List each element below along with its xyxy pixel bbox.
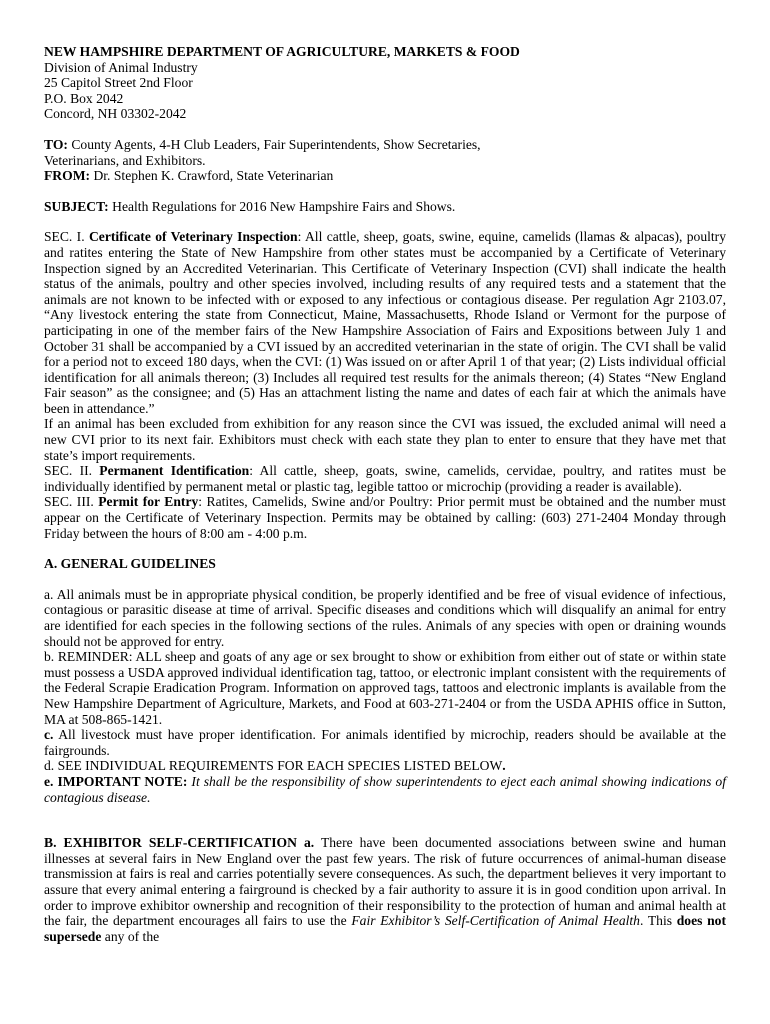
section-2 [44,463,726,494]
section-3-body: : Ratites, Camelids, Swine and/or Poultry: Prior permit must be obtained and the number must appear on the Certificate of Veterinary Inspection. Permits may be obtained by calling: (603) 271-2404 Monday through Friday between the hours of 8:00 am - 4:00 p.m. [44,494,726,541]
sections [44,229,726,541]
city-zip: Concord, NH 03302-2042 [44,106,187,122]
to-line [44,137,544,168]
guideline-d-text: d. SEE INDIVIDUAL REQUIREMENTS FOR EACH SPECIES LISTED BELOW [44,758,503,774]
exhibitor-body-3: any of the [101,928,160,944]
guideline-b: b. REMINDER: ALL sheep and goats of any age or sex brought to show or exhibition from either out of state or within state must possess a USDA approved individual identification tag, tattoo, or electronic implant consistent with the requirements of the Federal Scrapie Eradication Program. Information on approved tags, tattoos and electronic implants is available from the New Hampshire Department of Agriculture, Markets, and Food at 603-271-2404 or from the USDA APHIS office in Sutton, MA at 508-865-1421. [44,649,726,727]
letterhead [44,44,726,122]
org-name: NEW HAMPSHIRE DEPARTMENT OF AGRICULTURE, MARKETS & FOOD [44,44,520,59]
street-address: 25 Capitol Street 2nd Floor [44,75,193,91]
guideline-d [44,758,726,774]
exhibitor-body-1: There have been documented associations between swine and human illnesses at several fairs in New England over the past few years. The risk of future occurrences of animal-human disease transmission at fairs is real and carries potentially severe consequences. As such, the department believes it very important to assure that every animal entering a fairground is checked by a fair authority to assure it is in good condition upon arrival. In order to improve exhibitor ownership and recognition of their responsibility to the protection of human and animal health at the fair, the department encourages all fairs to use the [44,835,726,929]
guideline-e [44,774,726,805]
general-guidelines-heading-wrap [44,556,726,572]
from-text: Dr. Stephen K. Crawford, State Veterinarian [93,168,334,184]
section-2-title: Permanent Identification [99,463,250,479]
exhibitor-heading: B. EXHIBITOR SELF-CERTIFICATION a. [44,835,315,851]
general-guidelines [44,587,726,805]
exhibitor-body-2: . This [639,913,677,929]
guideline-a: a. All animals must be in appropriate physical condition, be properly identified and be free of visual evidence of infectious, contagious or parasitic disease at time of arrival. Specific diseases and conditions which will disqualify an animal for entry are identified for each species in the following sections of the rules. Animals of any species with open or draining wounds should not be approved for entry. [44,586,726,649]
from-label: FROM: [44,168,91,184]
section-2-body: : All cattle, sheep, goats, swine, camelids, cervidae, poultry, and ratites must be individually identified by permanent metal or plastic tag, legible tattoo or microchip (providing a reader is available). [44,463,726,494]
to-text: County Agents, 4-H Club Leaders, Fair Superintendents, Show Secretaries, Veterinarians, and Exhibitors. [44,136,481,168]
memo-block [44,137,726,184]
guideline-c-text: All livestock must have proper identification. For animals identified by microchip, readers should be available at the fairgrounds. [44,727,726,758]
division-name: Division of Animal Industry [44,59,198,75]
general-guidelines-heading: A. GENERAL GUIDELINES [44,556,216,572]
subject-line [44,199,726,215]
section-1-body: : All cattle, sheep, goats, swine, equine, camelids (llamas & alpacas), poultry and ratites entering the State of New Hampshire from other states must be accompanied by a Certificate of Veterinary Inspection signed by an Accredited Veterinarian. This Certificate of Veterinary Inspection (CVI) shall indicate the health status of the animals, poultry and other species involved, including results of any required tests and a statement that the animals are not known to be infected with or exposed to any infectious or contagious disease. Per regulation Agr 2103.07, “Any livestock entering the state from Connecticut, Maine, Massachusetts, Rhode Island or Vermont for the purpose of participating in one of the member fairs of the New Hampshire Association of Fairs and Expositions between July 1 and October 31 shall be accompanied by a CVI issued by an accredited veterinarian in the state of origin. The CVI shall be valid for a period not to exceed 180 days, when the CVI: (1) Was issued on or after April 1 of that year; (2) Lists individual official identification for all animals thereon; (3) Includes all required test results for the animals thereon; (4) States “New England Fair season” as the consignee; and (5) Has an attachment listing the name and dates of each fair at which the animals have been in attendance.” [44,229,726,416]
section-2-prefix: SEC. II. [44,463,93,479]
guideline-c-label: c. [44,727,54,743]
from-line [44,168,726,184]
section-1-note: If an animal has been excluded from exhibition for any reason since the CVI was issued, the excluded animal will need a new CVI prior to its next fair. Exhibitors must check with each state they plan to enter to ensure that they have met that state’s import requirements. [44,416,726,463]
exhibitor-self-certification [44,835,726,944]
exhibitor-emphasis: does not supersede [44,913,727,944]
subject-text: Health Regulations for 2016 New Hampshire Fairs and Shows. [112,198,456,214]
section-1-prefix: SEC. I. [44,229,85,245]
section-3-title: Permit for Entry [98,494,199,510]
to-label: TO: [44,136,68,152]
guideline-e-text: It shall be the responsibility of show superintendents to eject each animal showing indications of contagious disease. [44,773,726,805]
section-1 [44,229,726,416]
guideline-c [44,727,726,758]
guideline-e-label: e. IMPORTANT NOTE: [44,773,188,789]
section-1-title: Certificate of Veterinary Inspection [88,229,298,245]
guideline-d-end: . [502,758,506,774]
exhibitor-form-name: Fair Exhibitor’s Self-Certification of Animal Health [351,913,640,929]
section-3-prefix: SEC. III. [44,494,94,510]
subject-label: SUBJECT: [44,198,109,214]
po-box: P.O. Box 2042 [44,90,124,106]
section-3 [44,494,726,541]
